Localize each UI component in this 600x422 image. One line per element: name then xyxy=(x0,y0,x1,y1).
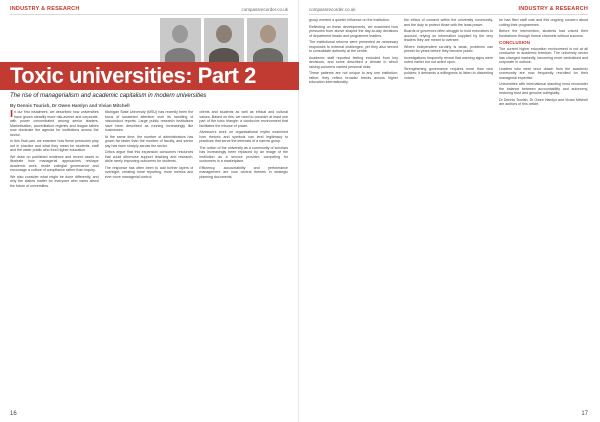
author-photos xyxy=(160,18,288,62)
body-column xyxy=(499,18,588,400)
body-paragraph: Boards of governors often struggle to hold executives to account, relying on information supplied by the very leaders they are meant to oversee. xyxy=(404,29,493,42)
body-paragraph: At the same time, the number of administrators has grown far faster than the number of faculty, and senior pay has risen sharply across the sector. xyxy=(104,134,194,148)
body-paragraph: The response has often been to add further layers of oversight, creating more reporting, more metrics and ever more managerial control. xyxy=(104,165,194,179)
article-byline: By Dennis Tourish, Dr Owen Hamlyn and Vivian Mitchell xyxy=(10,103,130,108)
author-note: Dr Dennis Tourish, Dr Owen Hamlyn and Vivian Mitchell are authors of this article. xyxy=(499,97,588,106)
body-paragraph: clients and students as well as ethical and cultural values. Based on this, we need to consider at least one part of the toxic triangle: a conducive environment that facilitates the misuse of power. xyxy=(199,110,289,128)
left-header xyxy=(10,4,288,15)
section-label: INDUSTRY & RESEARCH xyxy=(518,6,588,12)
section-label: INDUSTRY & RESEARCH xyxy=(10,6,80,12)
body-paragraph: Critics argue that this expansion consumes resources that could otherwise support teaching and research, while rarely improving outcomes for students. xyxy=(104,150,194,163)
body-column xyxy=(199,110,288,400)
body-paragraph: Alvesson's work on organisational myths examined how rhetoric and symbols can lend legitimacy to practices that serve the interests of a narrow group. xyxy=(199,130,289,143)
article-title: Toxic universities: Part 2 xyxy=(10,63,256,88)
body-paragraph: In this final part, we examine how these pressures play out in practice and what they mean for students, staff and the wider public who fund higher education. xyxy=(10,139,99,152)
right-footer xyxy=(309,411,588,417)
body-column xyxy=(404,18,493,400)
body-paragraph: Michigan State University (MSU) has recently been the focus of sustained attention over its handling of misconduct reports. Large public research institutions have been described as running increasingly like businesses. xyxy=(104,110,194,132)
left-page xyxy=(0,0,299,422)
body-paragraph: In our first instalment, we described how universities have grown steadily more risk-averse and corporate, with power concentrated among senior leaders. Marketisation, accreditation regimes and league tables now dominate the agenda for institutions across the sector. xyxy=(10,110,99,137)
left-body-columns xyxy=(10,110,288,400)
body-paragraph: Strengthening governance requires more than new policies; it demands a willingness to listen to dissenting voices. xyxy=(404,66,493,80)
right-page xyxy=(299,0,598,422)
body-paragraph: We also consider what might be done differently, and why the stakes matter for everyone who cares about the future of universities. xyxy=(10,174,99,188)
body-column xyxy=(309,18,398,400)
site-url[interactable]: compassrecorder.co.uk xyxy=(241,6,288,12)
right-header xyxy=(309,4,588,15)
article-subtitle: The rise of managerialism and academic capitalism in modern universities xyxy=(10,93,207,99)
body-paragraph: Academic staff reported feeling excluded from key decisions, and some described a climate in which raising concerns carried personal risks. xyxy=(309,55,398,69)
body-paragraph: Investigations frequently reveal that warning signs were noted earlier but not acted upon. xyxy=(404,55,493,64)
body-paragraph: Reflecting on these developments, we examined how pressures from above shaped the day-to-day decisions of department heads and programme leaders. xyxy=(309,24,398,38)
conclusion-heading: CONCLUSION xyxy=(499,40,530,45)
body-paragraph: Before the intervention, students had voiced their frustrations through formal channels without success. xyxy=(499,29,588,38)
body-paragraph: We draw on published evidence and recent cases to illustrate how managerial approaches reshape academic work, erode collegial governance and encourage a culture of compliance rather than inquiry. xyxy=(10,154,99,172)
title-band xyxy=(0,62,299,90)
body-paragraph: Efficiency, accountability and performance management are now central themes in strategic planning documents. xyxy=(199,165,289,179)
body-paragraph: he had filed staff cuts and this ongoing concern about cutting their programmes. xyxy=(499,18,588,27)
right-body-columns xyxy=(309,18,588,400)
body-paragraph: group exerted a quieter influence on the institution. xyxy=(309,18,390,22)
author-photo xyxy=(160,18,201,62)
body-paragraph: These patterns are not unique to any one institution; rather, they reflect broader trends across higher education internationally. xyxy=(309,71,398,84)
page-number: 17 xyxy=(581,411,588,417)
body-paragraph: the ethics of consent within the university community, and the duty to protect those with the least power. xyxy=(404,18,493,27)
body-paragraph: Where independent scrutiny is weak, problems can persist for years before they become public. xyxy=(404,44,493,53)
body-paragraph: Leaders who were once drawn from the academic community are now frequently recruited for their managerial expertise. xyxy=(499,66,588,80)
author-photo xyxy=(247,18,288,62)
body-paragraph: Universities with international standing must reconsider the balance between accountability and autonomy, restoring trust and genuine collegiality. xyxy=(499,82,588,95)
left-footer xyxy=(10,411,288,417)
site-url[interactable]: compassrecorder.co.uk xyxy=(309,6,356,12)
body-column xyxy=(10,110,99,400)
body-paragraph: The institutional reforms were presented as necessary responses to external challenges, yet they also served to consolidate authority at the centre. xyxy=(309,40,398,53)
body-column xyxy=(105,110,194,400)
body-paragraph: The current higher education environment is not at all conducive to academic freedom. The university sector has changed markedly, becoming more centralised and corporate in outlook. xyxy=(499,46,588,64)
body-paragraph: The notion of the university as a community of scholars has increasingly been replaced by an image of the institution as a service provider, competing for customers in a marketplace. xyxy=(199,145,289,163)
author-photo xyxy=(204,18,245,62)
drop-cap: I xyxy=(10,110,14,120)
page-number: 16 xyxy=(10,411,17,417)
